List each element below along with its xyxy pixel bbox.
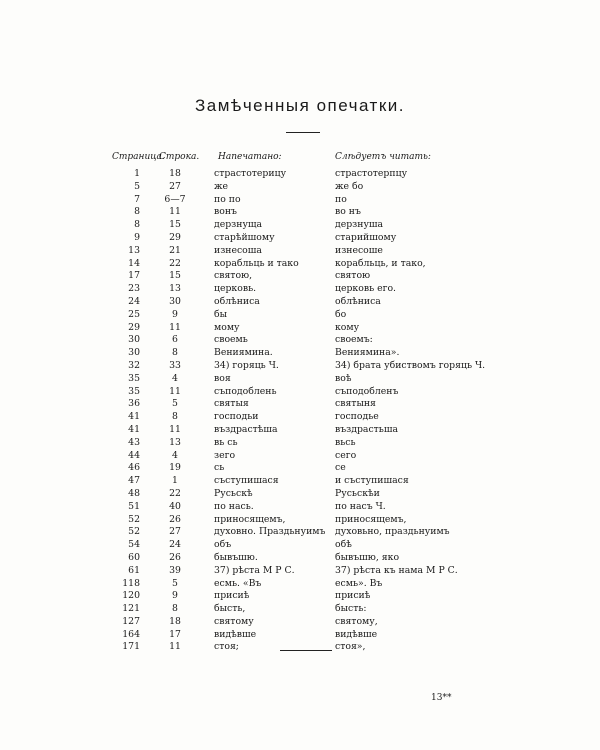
cell-page: 52: [128, 513, 140, 525]
cell-line: 18: [169, 168, 181, 179]
cell-printed: по нась.: [214, 500, 254, 512]
cell-page: 8: [134, 219, 140, 231]
cell-printed: видѣвше: [214, 628, 257, 640]
cell-page: 5: [134, 180, 140, 192]
cell-line: 8: [172, 347, 178, 359]
cell-line: 13: [169, 436, 181, 448]
table-row: [0, 514, 600, 527]
cell-printed: бы: [214, 308, 227, 320]
cell-page: 41: [128, 411, 140, 423]
cell-page: 52: [128, 526, 140, 538]
cell-printed: же: [214, 180, 229, 192]
cell-line: 11: [169, 206, 181, 218]
cell-printed: вь сь: [214, 436, 238, 448]
cell-line: 13: [169, 283, 181, 295]
cell-line: 8: [172, 603, 178, 615]
cell-printed: есмь. «Въ: [214, 577, 262, 589]
cell-read: страстотерпцу: [335, 168, 408, 179]
cell-page: 32: [128, 359, 140, 371]
table-row: [0, 398, 600, 411]
cell-read: обѣ: [335, 539, 352, 551]
table-row: [0, 181, 600, 194]
cell-printed: старѣйшому: [214, 231, 275, 243]
cell-page: 164: [122, 628, 140, 640]
table-row: [0, 296, 600, 309]
cell-line: 6—7: [164, 193, 186, 205]
cell-line: 40: [169, 500, 181, 512]
cell-line: 27: [169, 526, 181, 538]
table-row: [0, 245, 600, 258]
cell-line: 11: [169, 423, 181, 435]
cell-line: 18: [169, 615, 181, 627]
cell-printed: святому: [214, 615, 254, 627]
cell-printed: святою,: [214, 270, 253, 282]
cell-read: кому: [335, 321, 360, 333]
cell-read: бысть:: [335, 603, 367, 615]
cell-page: 29: [128, 321, 140, 333]
cell-page: 24: [128, 295, 140, 307]
cell-printed: страстотерицу: [214, 168, 287, 179]
table-row: [0, 168, 600, 181]
cell-read: стоя»,: [335, 641, 366, 653]
cell-page: 118: [122, 577, 140, 589]
table-row: [0, 309, 600, 322]
cell-printed: облѣниса: [214, 295, 260, 307]
cell-line: 30: [169, 295, 181, 307]
table-row: [0, 283, 600, 296]
cell-printed: съподоблень: [214, 385, 277, 397]
cell-printed: приносящемъ,: [214, 513, 286, 525]
cell-read: святыня: [335, 398, 376, 410]
cell-page: 14: [128, 257, 140, 269]
column-header-page: Страница.: [112, 152, 165, 162]
cell-page: 61: [128, 564, 140, 576]
cell-printed: господьи: [214, 411, 259, 423]
cell-line: 5: [172, 577, 178, 589]
cell-printed: духовно. Праздьнуимъ: [214, 526, 326, 538]
cell-read: дерзнуша: [335, 219, 384, 231]
cell-printed: Русьскѣ: [214, 487, 253, 499]
cell-printed: 37) рѣста М Р С.: [214, 564, 295, 576]
cell-printed: святыя: [214, 398, 249, 410]
cell-line: 24: [169, 539, 181, 551]
cell-page: 35: [128, 385, 140, 397]
cell-page: 8: [134, 206, 140, 218]
cell-page: 127: [122, 615, 140, 627]
cell-read: во нъ: [335, 206, 361, 218]
bottom-divider: [280, 650, 332, 651]
cell-page: 13: [128, 244, 140, 256]
cell-read: облѣниса: [335, 295, 381, 307]
cell-printed: зего: [214, 449, 236, 461]
table-row: [0, 232, 600, 245]
cell-printed: стоя;: [214, 641, 239, 653]
page-title: Замѣченныя опечатки.: [195, 96, 405, 115]
cell-line: 5: [172, 398, 178, 410]
table-row: [0, 578, 600, 591]
table-row: [0, 437, 600, 450]
cell-read: съподобленъ: [335, 385, 399, 397]
column-header-line: Строка.: [159, 152, 200, 162]
errata-table: [0, 168, 600, 654]
table-row: [0, 552, 600, 565]
cell-read: приносящемъ,: [335, 513, 407, 525]
cell-read: церковь его.: [335, 283, 397, 295]
table-row: [0, 424, 600, 437]
cell-page: 41: [128, 423, 140, 435]
table-row: [0, 206, 600, 219]
cell-printed: сь: [214, 462, 225, 474]
table-row: [0, 641, 600, 654]
cell-line: 27: [169, 180, 181, 192]
cell-page: 35: [128, 372, 140, 384]
cell-line: 6: [172, 334, 178, 346]
cell-printed: мому: [214, 321, 240, 333]
cell-line: 4: [172, 372, 178, 384]
cell-line: 9: [172, 590, 178, 602]
cell-read: 34) брата убиствомъ горяць Ч.: [335, 359, 486, 371]
cell-page: 48: [128, 487, 140, 499]
cell-page: 46: [128, 462, 140, 474]
cell-read: бывъшю, яко: [335, 551, 400, 563]
cell-page: 9: [134, 231, 140, 243]
cell-page: 60: [128, 551, 140, 563]
table-row: [0, 360, 600, 373]
cell-printed: объ: [214, 539, 232, 551]
cell-read: присиѣ: [335, 590, 371, 602]
cell-read: 37) рѣста къ нама М Р С.: [335, 564, 458, 576]
cell-line: 1: [172, 475, 178, 487]
cell-read: по насъ Ч.: [335, 500, 386, 512]
cell-read: старийшому: [335, 231, 397, 243]
cell-printed: по по: [214, 193, 241, 205]
cell-read: и съступишася: [335, 475, 409, 487]
cell-line: 15: [169, 270, 181, 282]
cell-page: 54: [128, 539, 140, 551]
cell-printed: съступишася: [214, 475, 279, 487]
cell-line: 17: [169, 628, 181, 640]
cell-line: 19: [169, 462, 181, 474]
table-row: [0, 450, 600, 463]
cell-line: 29: [169, 231, 181, 243]
cell-read: корабльць, и тако,: [335, 257, 426, 269]
table-row: [0, 526, 600, 539]
cell-printed: присиѣ: [214, 590, 250, 602]
cell-line: 4: [172, 449, 178, 461]
cell-read: въздрастьша: [335, 423, 399, 435]
table-row: [0, 590, 600, 603]
cell-page: 121: [122, 603, 140, 615]
table-row: [0, 501, 600, 514]
cell-printed: воя: [214, 372, 231, 384]
cell-page: 25: [128, 308, 140, 320]
cell-read: же бо: [335, 180, 364, 192]
table-row: [0, 373, 600, 386]
cell-read: Вениямина».: [335, 347, 400, 359]
cell-page: 30: [128, 347, 140, 359]
cell-line: 8: [172, 411, 178, 423]
cell-line: 21: [169, 244, 181, 256]
table-row: [0, 258, 600, 271]
table-header: [0, 152, 600, 166]
cell-page: 1: [134, 168, 140, 179]
cell-read: сего: [335, 449, 357, 461]
cell-read: се: [335, 462, 346, 474]
cell-printed: корабльць и тако: [214, 257, 299, 269]
cell-page: 36: [128, 398, 140, 410]
cell-printed: Вениямина.: [214, 347, 273, 359]
cell-printed: вонъ: [214, 206, 237, 218]
cell-line: 26: [169, 551, 181, 563]
table-row: [0, 629, 600, 642]
cell-page: 17: [128, 270, 140, 282]
table-row: [0, 565, 600, 578]
cell-line: 11: [169, 385, 181, 397]
cell-line: 22: [169, 487, 181, 499]
signature-mark: 13**: [431, 693, 452, 703]
table-row: [0, 334, 600, 347]
cell-read: святою: [335, 270, 371, 282]
cell-read: бо: [335, 308, 347, 320]
cell-printed: 34) горяць Ч.: [214, 359, 279, 371]
column-header-read: Слѣдуетъ читать:: [335, 152, 431, 162]
cell-printed: дерзнуща: [214, 219, 263, 231]
cell-line: 15: [169, 219, 181, 231]
cell-page: 7: [134, 193, 140, 205]
table-row: [0, 475, 600, 488]
cell-page: 23: [128, 283, 140, 295]
table-row: [0, 322, 600, 335]
cell-line: 11: [169, 321, 181, 333]
cell-printed: изнесоша: [214, 244, 262, 256]
cell-read: есмь». Въ: [335, 577, 383, 589]
table-row: [0, 616, 600, 629]
cell-line: 26: [169, 513, 181, 525]
cell-read: Русьскѣи: [335, 487, 380, 499]
cell-read: господье: [335, 411, 379, 423]
cell-read: по: [335, 193, 347, 205]
table-row: [0, 462, 600, 475]
cell-printed: бысть,: [214, 603, 246, 615]
table-row: [0, 603, 600, 616]
cell-page: 120: [122, 590, 140, 602]
cell-line: 33: [169, 359, 181, 371]
table-row: [0, 219, 600, 232]
cell-page: 44: [128, 449, 140, 461]
cell-line: 9: [172, 308, 178, 320]
cell-page: 43: [128, 436, 140, 448]
cell-read: воѣ: [335, 372, 352, 384]
cell-line: 39: [169, 564, 181, 576]
cell-printed: въздрастѣша: [214, 423, 278, 435]
cell-printed: своемь: [214, 334, 248, 346]
table-row: [0, 539, 600, 552]
cell-read: святому,: [335, 615, 378, 627]
table-row: [0, 270, 600, 283]
cell-page: 30: [128, 334, 140, 346]
table-row: [0, 347, 600, 360]
cell-read: духовьно, праздьнуимъ: [335, 526, 450, 538]
title-divider: [286, 132, 320, 133]
cell-printed: церковь.: [214, 283, 257, 295]
cell-read: своемъ:: [335, 334, 373, 346]
cell-read: вьсь: [335, 436, 356, 448]
cell-page: 51: [128, 500, 140, 512]
table-row: [0, 411, 600, 424]
cell-page: 171: [122, 641, 140, 653]
cell-read: изнесоше: [335, 244, 383, 256]
cell-page: 47: [128, 475, 140, 487]
cell-read: видѣвше: [335, 628, 378, 640]
cell-line: 11: [169, 641, 181, 653]
cell-printed: бывъшю.: [214, 551, 258, 563]
table-row: [0, 386, 600, 399]
table-row: [0, 488, 600, 501]
column-header-printed: Напечатано:: [218, 152, 282, 162]
cell-line: 22: [169, 257, 181, 269]
table-row: [0, 194, 600, 207]
